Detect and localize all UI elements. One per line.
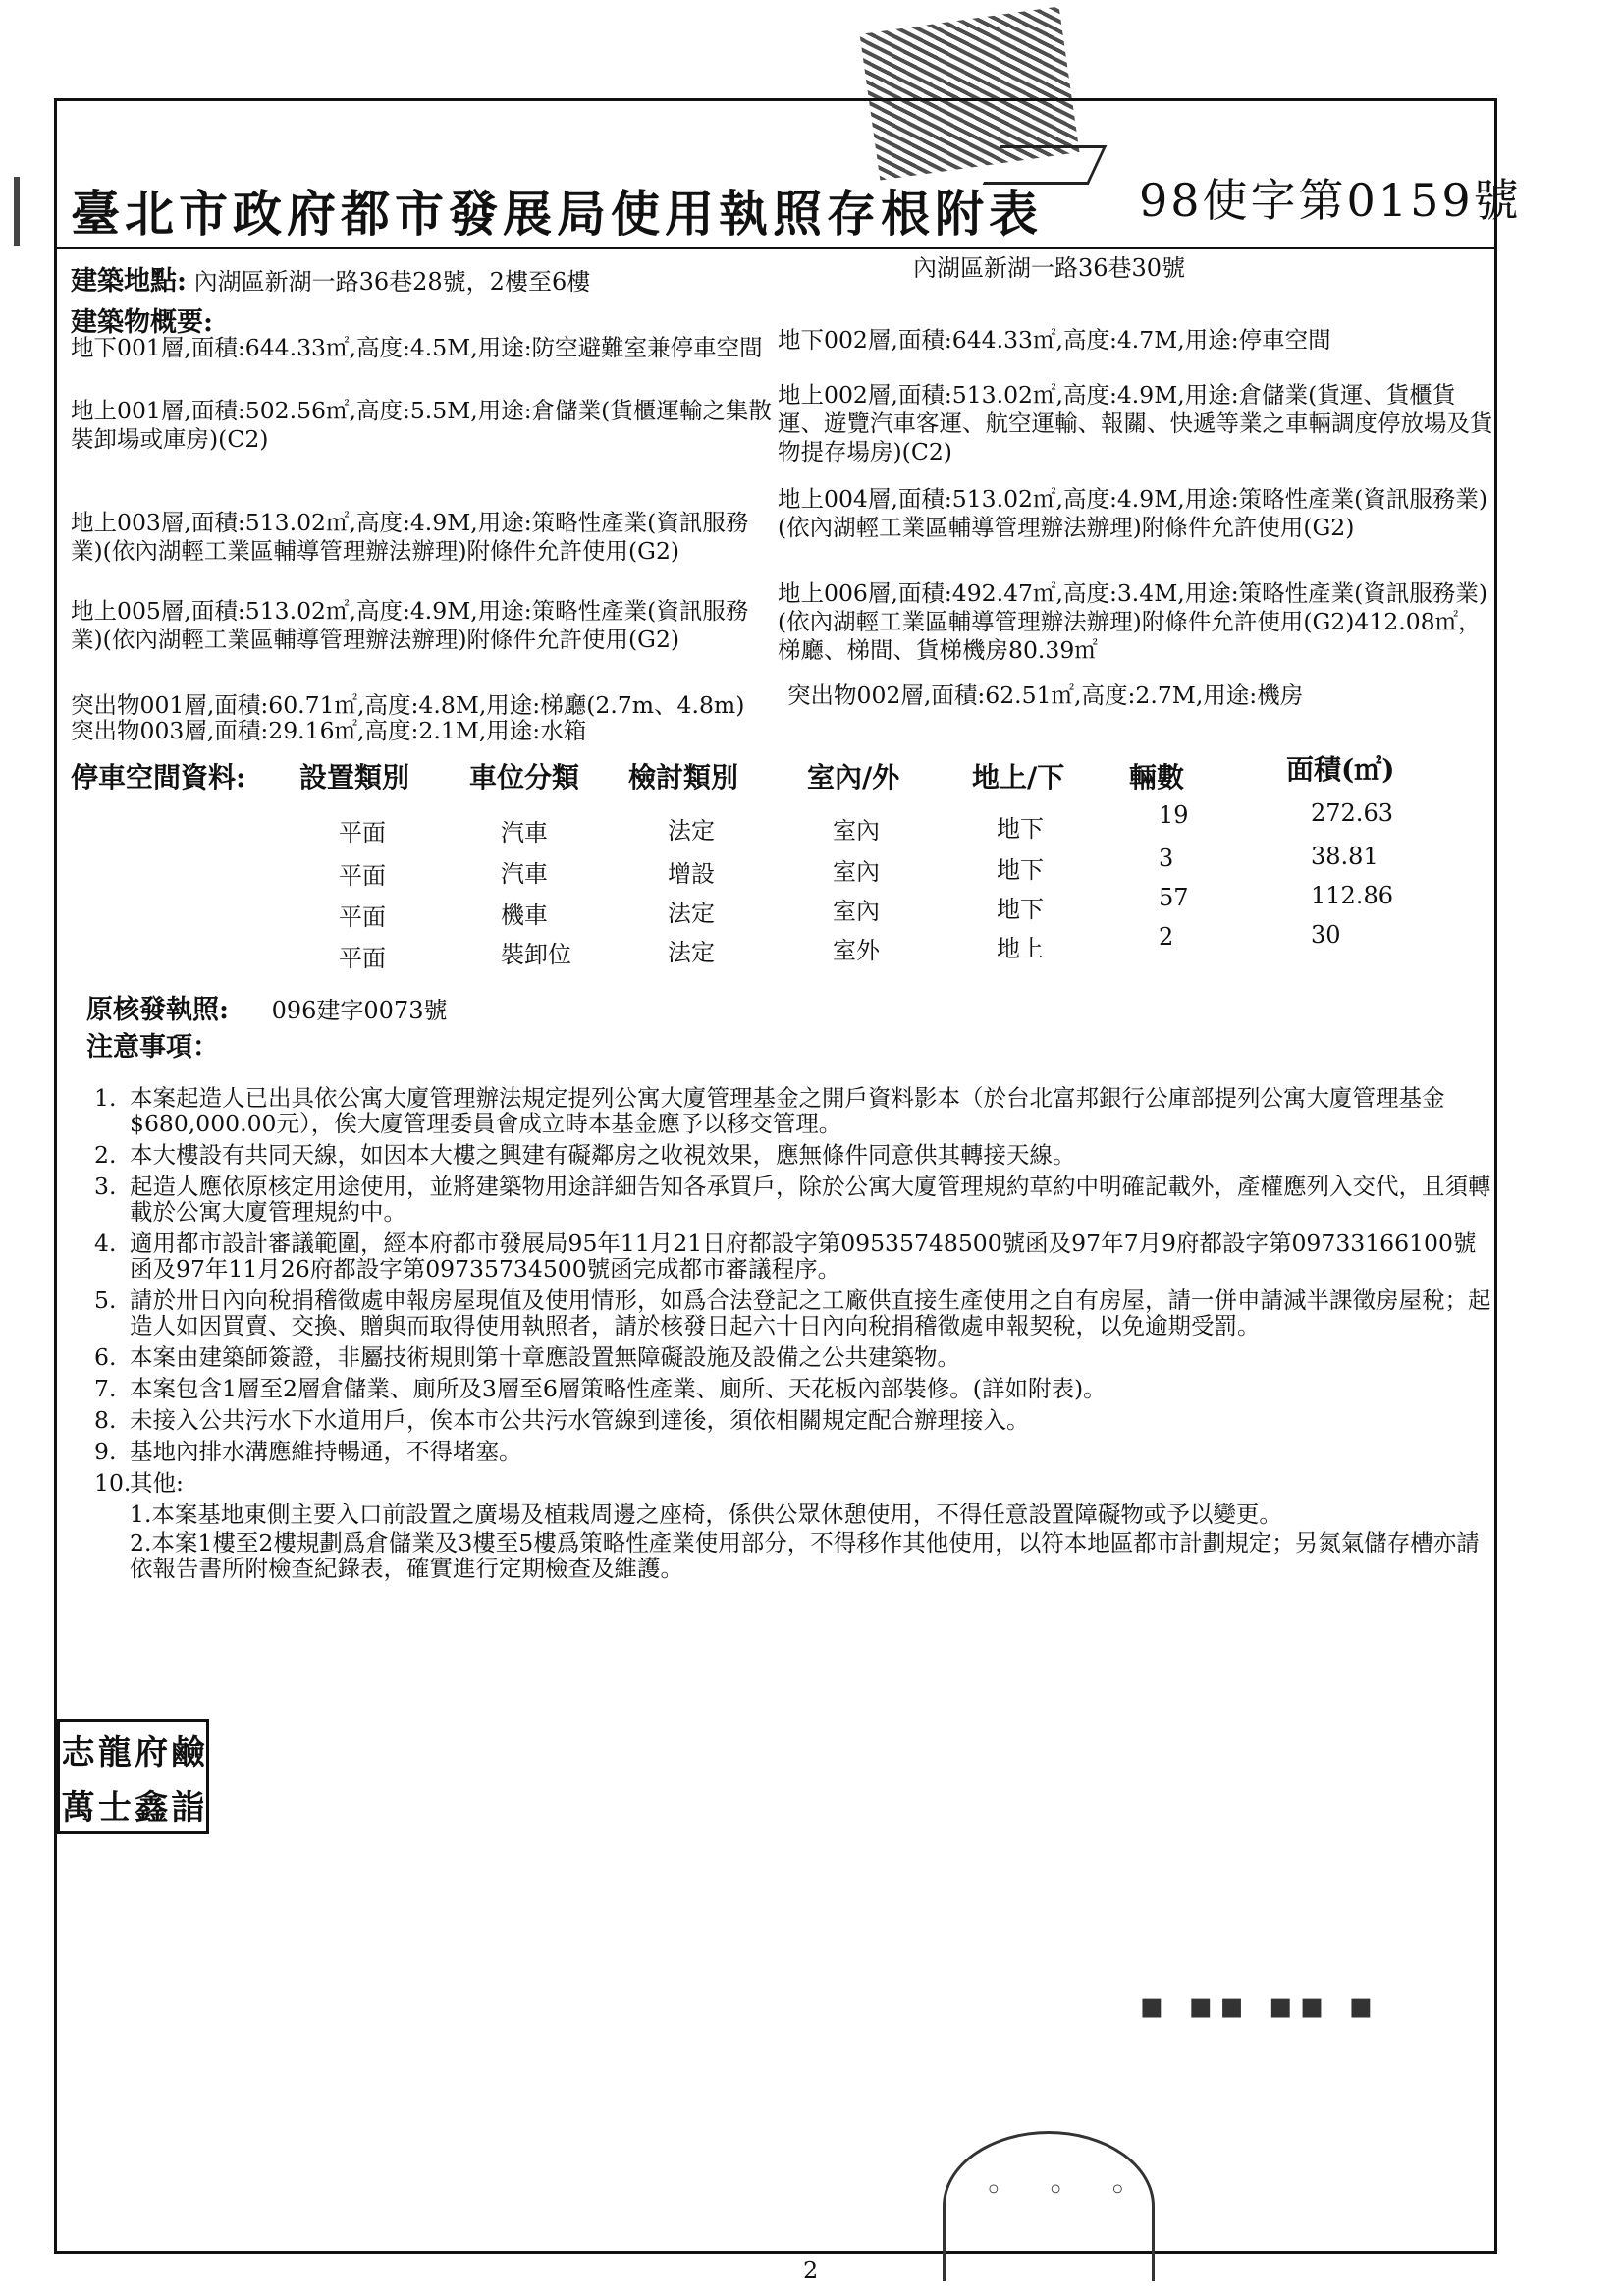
parking-header-level: 地上/下 [972,761,1065,793]
cell-count: 19 [1159,801,1189,829]
note-item [94,1470,1498,1496]
parking-header-area: 面積(㎡) [1286,753,1395,786]
overview-label: 建築物概要: [71,307,213,338]
original-license-row [86,996,448,1025]
scan-mark [14,177,20,246]
parking-header-class: 車位分類 [469,761,580,793]
cell-count: 3 [1159,845,1174,872]
cell-type: 平面 [339,903,386,931]
note-number: 7. [94,1375,117,1402]
floor-right-4: 突出物002層,面積:62.51㎡,高度:2.7M,用途:機房 [787,682,1304,709]
note-text: 本案包含1層至2層倉儲業、廁所及3層至6層策略性產業、廁所、天花板內部裝修。(詳如附表)。 [130,1375,1107,1402]
floor-left-4: 突出物001層,面積:60.71㎡,高度:4.8M,用途:梯廳(2.7m、4.8m) [71,691,745,719]
note-number: 8. [94,1406,117,1434]
note-item [94,1142,1498,1168]
other-item: 1.本案基地東側主要入口前設置之廣場及植栽周邊之座椅，係供公眾休憩使用，不得任意設置障礙物或予以變更。 [130,1501,1282,1528]
note-item [94,1407,1498,1433]
floor-left-3: 地上005層,面積:513.02㎡,高度:4.9M,用途:策略性產業(資訊服務業)(依內湖輕工業區輔導管理辦法辦理)附條件允許使用(G2) [71,597,749,653]
cell-class: 汽車 [501,860,548,888]
note-text: 本大樓設有共同天線，如因本大樓之興建有礙鄰房之收視效果，應無條件同意供其轉接天線。 [130,1141,1076,1169]
document-title: 臺北市政府都市發展局使用執照存根附表 [71,185,1043,243]
parking-header-review: 檢討類別 [628,761,739,793]
cell-type: 平面 [339,819,386,847]
seal-char: 士 [97,1787,132,1828]
cell-indoor: 室內 [833,858,880,886]
floor-right-0: 地下002層,面積:644.33㎡,高度:4.7M,用途:停車空間 [778,326,1331,354]
cell-review: 法定 [668,817,715,845]
cell-count: 2 [1159,923,1174,951]
signature-mark: ▪︎ ▪︎▪︎ ▪︎▪︎ ▪︎ [1139,1984,1379,2027]
note-number: 2. [94,1141,117,1169]
note-number: 3. [94,1173,117,1200]
site-row [71,267,590,297]
architect-seal-stamp [57,1719,209,1834]
cell-area: 112.86 [1311,882,1393,909]
note-number: 5. [94,1286,117,1314]
cell-level: 地上 [997,935,1044,962]
note-number: 4. [94,1230,117,1257]
seal-char: 鑫 [135,1787,169,1828]
cell-review: 法定 [668,939,715,966]
floor-right-1: 地上002層,面積:513.02㎡,高度:4.9M,用途:倉儲業(貨運、貨櫃貨運、遊覽汽車客運、航空運輸、報關、快遞等業之車輛調度停放場及貨物提存場房)(C2) [778,381,1493,465]
note-text: 請於卅日內向稅捐稽徵處申報房屋現值及使用情形，如爲合法登記之工廠供直接生產使用之自有房屋，請一併申請減半課徵房屋稅；起造人如因買賣、交換、贈與而取得使用執照者，請於核發日起六十日內向稅捐稽徵處申報契稅，以免逾期受罰。 [130,1286,1491,1339]
note-number: 6. [94,1343,117,1371]
original-license-label: 原核發執照: [86,995,229,1025]
cell-indoor: 室外 [833,937,880,964]
parking-header-count: 輛數 [1129,761,1185,793]
cell-review: 增設 [668,860,715,888]
site-address-1: 內湖區新湖一路36巷28號，2樓至6樓 [193,268,591,296]
title-divider [57,247,1494,249]
note-item [94,1439,1498,1464]
other-item: 2.本案1樓至2樓規劃爲倉儲業及3樓至5樓爲策略性產業使用部分，不得移作其他使用，以符本地區都市計劃規定；另氮氣儲存槽亦請依報告書所附檢查紀錄表，確實進行定期檢查及維護。 [130,1529,1480,1582]
cell-type: 平面 [339,862,386,890]
cell-class: 機車 [501,902,548,929]
note-text: 基地內排水溝應維持暢通，不得堵塞。 [130,1438,522,1465]
note-number: 9. [94,1438,117,1465]
note-text: 適用都市設計審議範圍，經本府都市發展局95年11月21日府都設字第09535748500號函及97年7月9府都設字第09733166100號函及97年11月26府都設字第09735734500號函完成都市審議程序。 [130,1230,1477,1283]
floor-right-3: 地上006層,面積:492.47㎡,高度:3.4M,用途:策略性產業(資訊服務業)(依內湖輕工業區輔導管理辦法辦理)附條件允許使用(G2)412.08㎡，梯廳、梯間、貨梯機房80.39㎡ [778,579,1488,664]
seal-char: 詣 [171,1787,205,1828]
floor-left-2: 地上003層,面積:513.02㎡,高度:4.9M,用途:策略性產業(資訊服務業)(依內湖輕工業區輔導管理辦法辦理)附條件允許使用(G2) [71,509,749,565]
note-number: 1. [94,1084,117,1112]
original-license-value: 096建字0073號 [271,997,448,1024]
floor-left-0: 地下001層,面積:644.33㎡,高度:4.5M,用途:防空避難室兼停車空間 [71,334,763,361]
note-text: 本案由建築師簽證，非屬技術規則第十章應設置無障礙設施及設備之公共建築物。 [130,1343,960,1371]
round-seal-stamp [943,2131,1155,2281]
cell-class: 汽車 [501,819,548,847]
site-address-2: 內湖區新湖一路36巷30號 [913,254,1186,282]
floor-left-1: 地上001層,面積:502.56㎡,高度:5.5M,用途:倉儲業(貨櫃運輸之集散裝卸場或庫房)(C2) [71,397,772,453]
cell-review: 法定 [668,900,715,927]
cell-level: 地下 [997,856,1044,884]
note-text: 起造人應依原核定用途使用，並將建築物用途詳細告知各承買戶，除於公寓大廈管理規約草約中明確記載外，產權應列入交代，且須轉載於公寓大廈管理規約中。 [130,1173,1491,1226]
notes-label: 注意事項： [86,1032,219,1063]
note-item [94,1344,1498,1370]
floor-left-5: 突出物003層,面積:29.16㎡,高度:2.1M,用途:水箱 [71,717,587,744]
notes-list [94,1085,1498,1584]
seal-char: 萬 [61,1787,95,1828]
cell-indoor: 室內 [833,817,880,845]
cell-level: 地下 [997,896,1044,923]
cell-type: 平面 [339,945,386,972]
parking-header-indoor: 室內/外 [807,761,900,793]
cell-area: 272.63 [1311,799,1393,827]
cell-area: 30 [1311,921,1341,949]
cell-class: 裝卸位 [501,941,571,968]
site-label: 建築地點: [71,266,187,297]
seal-char: 府 [135,1732,169,1773]
note-text: 未接入公共污水下水道用戶，俟本市公共污水管線到達後，須依相關規定配合辦理接入。 [130,1406,1030,1434]
note-text: 本案起造人已出具依公寓大廈管理辦法規定提列公寓大廈管理基金之開戶資料影本（於台北富邦銀行公庫部提列公寓大廈管理基金$680,000.00元），俟大廈管理委員會成立時本基金應予以移交管理。 [130,1084,1445,1137]
seal-char: 志 [61,1732,95,1773]
note-item [94,1230,1498,1282]
note-item [94,1287,1498,1339]
cell-area: 38.81 [1311,843,1378,870]
floor-right-2: 地上004層,面積:513.02㎡,高度:4.9M,用途:策略性產業(資訊服務業)(依內湖輕工業區輔導管理辦法辦理)附條件允許使用(G2) [778,485,1488,541]
cell-level: 地下 [997,815,1044,843]
cell-indoor: 室內 [833,898,880,925]
note-number: 10. [94,1469,132,1497]
page-number: 2 [803,2257,819,2284]
parking-label: 停車空間資料: [71,761,246,793]
seal-char: 鹼 [171,1732,205,1773]
note-item [94,1174,1498,1225]
note-item [94,1085,1498,1136]
note-text: 其他: [130,1469,184,1497]
parking-header-type: 設置類別 [299,761,410,793]
seal-glyphs: ◦ ◦ ◦ [985,2173,1145,2208]
note-item [94,1376,1498,1401]
seal-char: 龍 [97,1732,132,1773]
cell-count: 57 [1159,884,1189,911]
permit-number: 98使字第0159號 [1139,174,1522,227]
